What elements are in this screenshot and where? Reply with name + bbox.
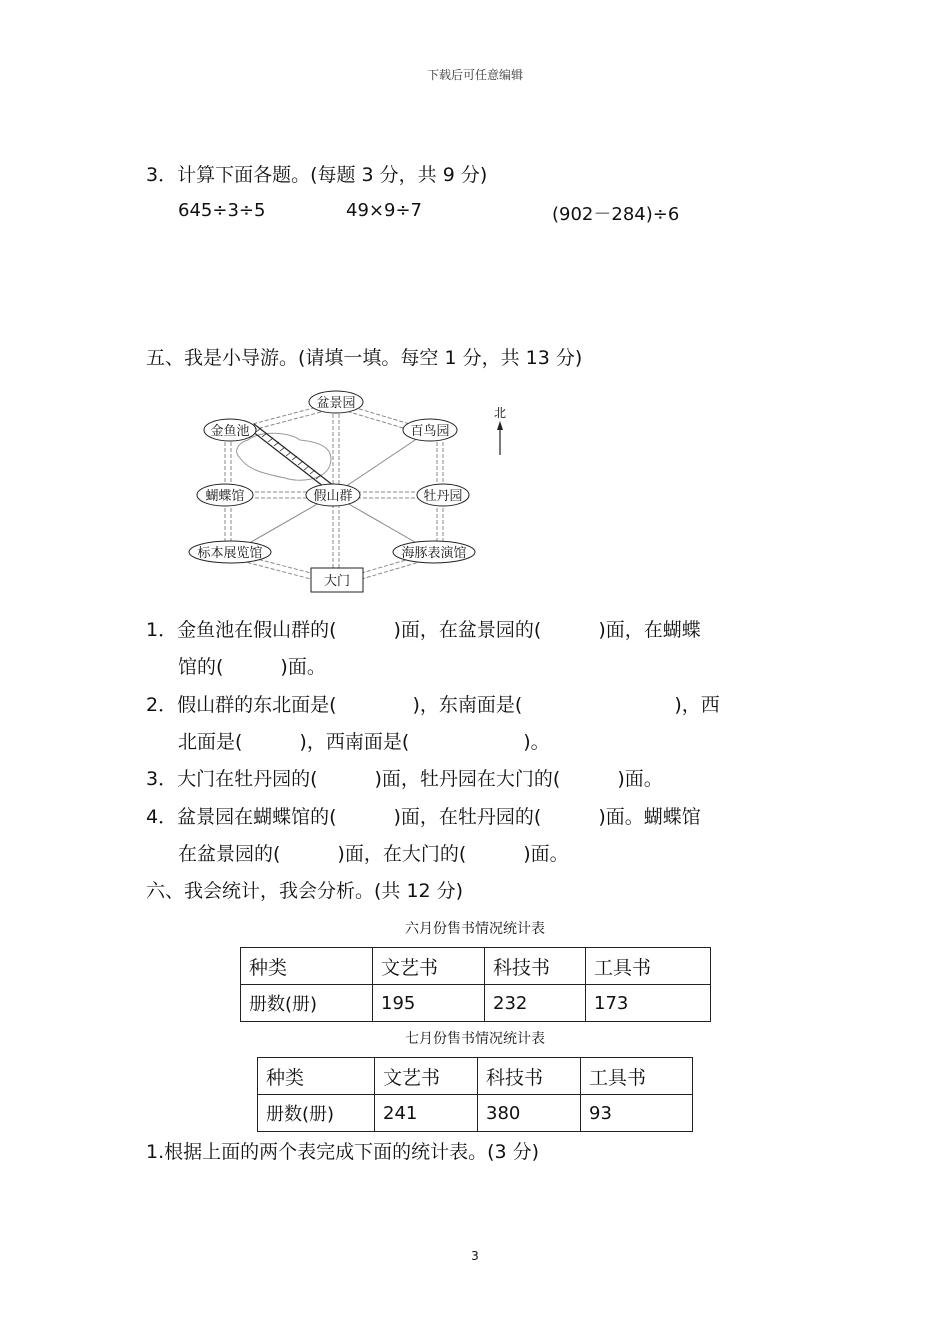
- label-hudie: 蝴蝶馆: [205, 489, 245, 504]
- table-cell: 232: [485, 985, 586, 1022]
- table-cell: 工具书: [586, 948, 711, 985]
- table-cell: 93: [581, 1095, 693, 1132]
- north-arrowhead-icon: [497, 421, 503, 430]
- table-cell: 种类: [258, 1058, 375, 1095]
- label-jinyu: 金鱼池: [210, 424, 250, 439]
- label-penjing: 盆景园: [316, 396, 356, 411]
- july-sales-table: [257, 1057, 693, 1132]
- table-cell: 380: [478, 1095, 581, 1132]
- s5-q1-line2: 馆的( )面。: [178, 656, 326, 678]
- table-cell: 241: [375, 1095, 478, 1132]
- table-cell: 工具书: [581, 1058, 693, 1095]
- table-row: [241, 948, 711, 985]
- expression-3: (902－284)÷6: [552, 204, 680, 225]
- table-cell: 册数(册): [241, 985, 373, 1022]
- page-header-note: 下载后可任意编辑: [426, 68, 523, 82]
- s6-q1: 1.根据上面的两个表完成下面的统计表。(3 分): [146, 1141, 540, 1163]
- table-cell: 173: [586, 985, 711, 1022]
- section-6-title: 六、我会统计，我会分析。(共 12 分): [146, 880, 464, 902]
- table-row: [241, 985, 711, 1022]
- label-biaoben: 标本展览馆: [197, 546, 263, 561]
- s5-q4-line2: 在盆景园的( )面，在大门的( )面。: [178, 843, 569, 865]
- label-jiashan: 假山群: [313, 489, 353, 504]
- question-3-title: 3．计算下面各题。(每题 3 分，共 9 分): [146, 164, 488, 186]
- july-table-caption: 七月份售书情况统计表: [405, 1031, 545, 1047]
- label-mudan: 牡丹园: [423, 489, 463, 504]
- expression-2: 49×9÷7: [346, 200, 422, 221]
- table-cell: 科技书: [485, 948, 586, 985]
- table-row: [258, 1058, 693, 1095]
- june-sales-table: [240, 947, 711, 1022]
- s5-q3-line1: 3．大门在牡丹园的( )面，牡丹园在大门的( )面。: [146, 768, 663, 790]
- table-cell: 195: [373, 985, 485, 1022]
- s5-q2-line1: 2．假山群的东北面是( )，东南面是( )，西: [146, 694, 720, 716]
- label-damen: 大门: [323, 574, 351, 589]
- north-label: 北: [493, 406, 507, 420]
- table-cell: 文艺书: [373, 948, 485, 985]
- expression-1: 645÷3÷5: [178, 200, 266, 221]
- table-cell: 科技书: [478, 1058, 581, 1095]
- june-table-caption: 六月份售书情况统计表: [405, 921, 545, 937]
- label-bainiao: 百鸟园: [410, 424, 450, 439]
- s5-q1-line1: 1．金鱼池在假山群的( )面，在盆景园的( )面，在蝴蝶: [146, 619, 701, 641]
- page-number: 3: [471, 1249, 479, 1263]
- table-cell: 文艺书: [375, 1058, 478, 1095]
- label-haitun: 海豚表演馆: [401, 546, 467, 561]
- section-5-title: 五、我是小导游。(请填一填。每空 1 分，共 13 分): [146, 347, 583, 369]
- table-cell: 册数(册): [258, 1095, 375, 1132]
- s5-q4-line1: 4．盆景园在蝴蝶馆的( )面，在牡丹园的( )面。蝴蝶馆: [146, 806, 701, 828]
- s5-q2-line2: 北面是( )，西南面是( )。: [178, 731, 550, 753]
- table-cell: 种类: [241, 948, 373, 985]
- table-row: [258, 1095, 693, 1132]
- park-map-diagram: [0, 0, 950, 600]
